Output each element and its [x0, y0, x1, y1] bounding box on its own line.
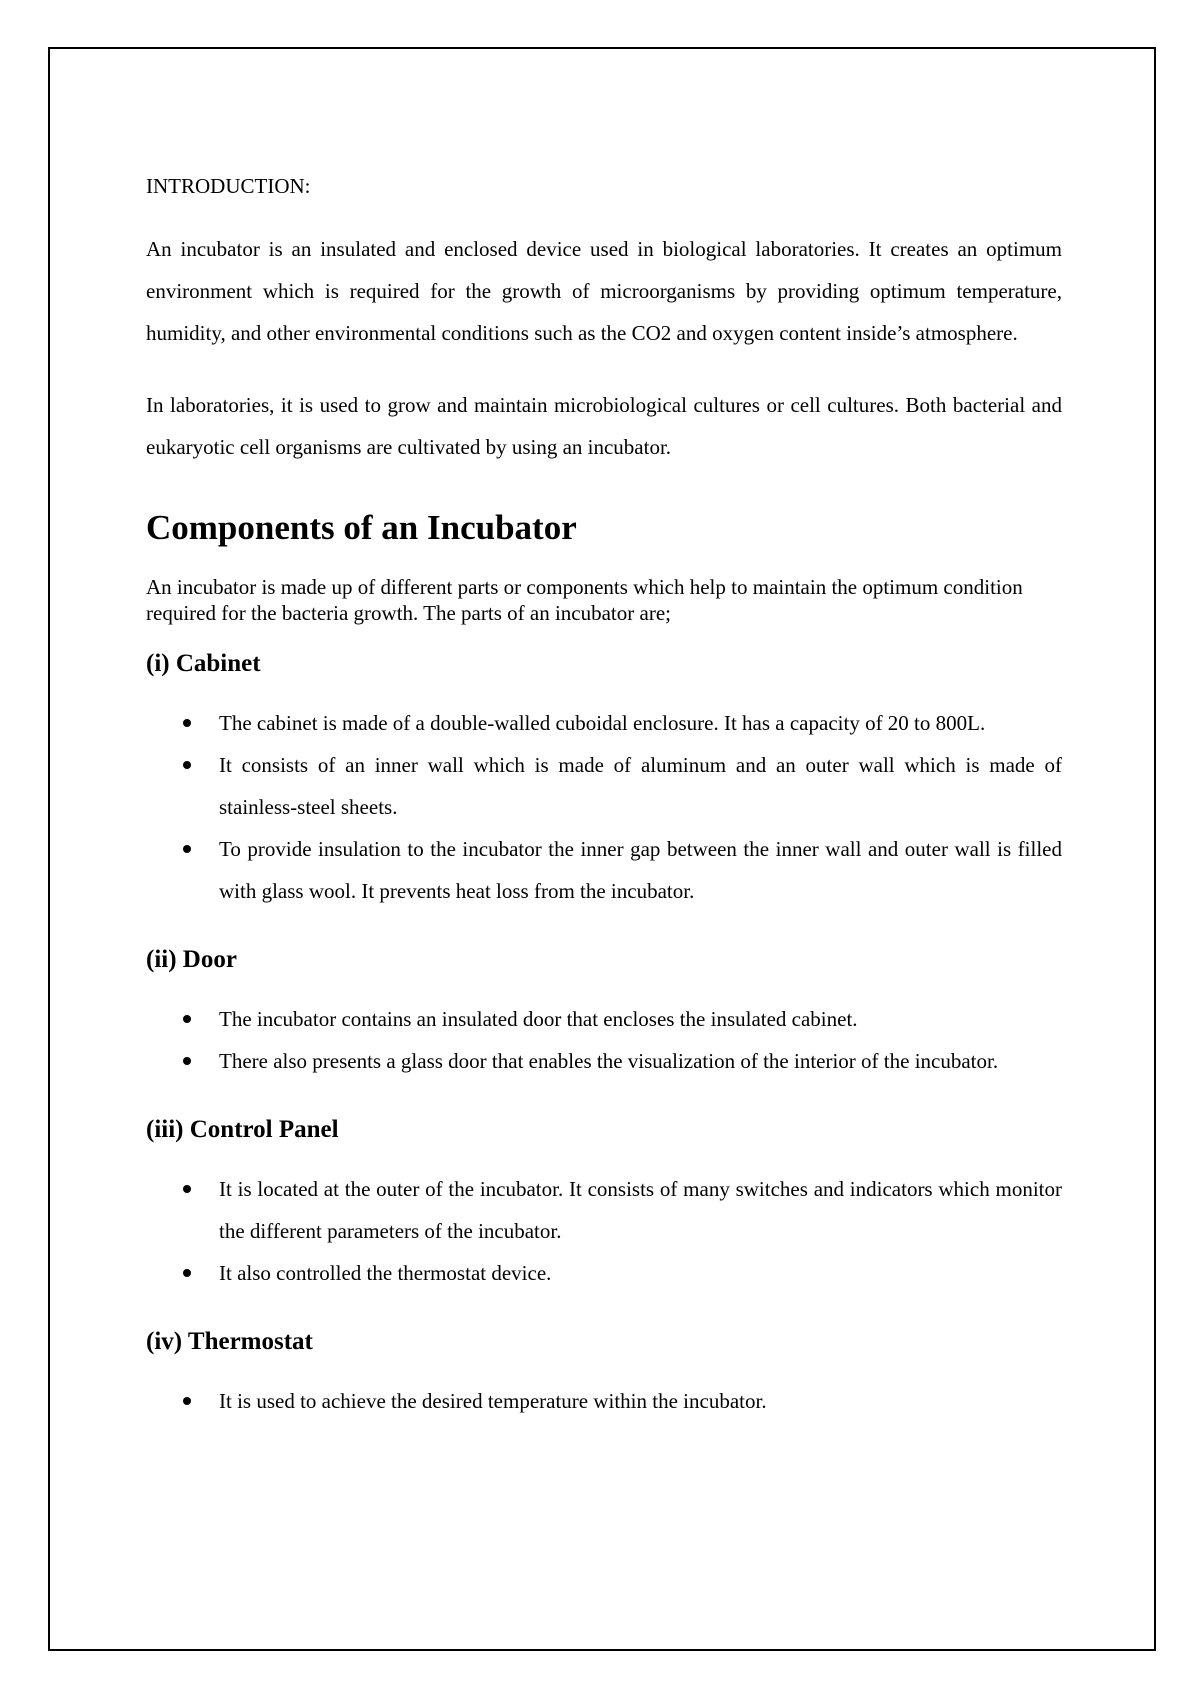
- section-title-control-panel: (iii) Control Panel: [146, 1116, 339, 1143]
- list-item-text: There also presents a glass door that enables the visualization of the interior of the incubator.: [219, 1049, 999, 1073]
- section-title-thermostat: (iv) Thermostat: [146, 1328, 313, 1355]
- list-item: [146, 744, 1062, 828]
- list-item: [146, 1380, 1062, 1422]
- list-item-text: The cabinet is made of a double-walled cuboidal enclosure. It has a capacity of 20 to 800L.: [219, 711, 986, 735]
- intro-paragraph-2: In laboratories, it is used to grow and maintain microbiological cultures or cell cultures. Both bacterial and eukaryotic cell organisms are cultivated by using an incubator.: [146, 393, 1062, 459]
- list-item-text: It also controlled the thermostat device.: [219, 1261, 552, 1285]
- list-item-text: The incubator contains an insulated door that encloses the insulated cabinet.: [219, 1007, 858, 1031]
- introduction-label: INTRODUCTION:: [146, 174, 311, 198]
- components-heading: Components of an Incubator: [146, 508, 577, 547]
- bullet-icon: [183, 1185, 191, 1193]
- bullet-list-cabinet: [146, 702, 1062, 912]
- bullet-list-control-panel: [146, 1168, 1062, 1294]
- bullet-icon: [183, 1269, 191, 1277]
- intro-paragraph-1: An incubator is an insulated and enclosed device used in biological laboratories. It creates an optimum environment which is required for the growth of microorganisms by providing optimum temperature, humidity, and other environmental conditions such as the CO2 and oxygen content inside’s atmosphere.: [146, 237, 1062, 345]
- section-cabinet: [146, 648, 1062, 912]
- bullet-icon: [183, 719, 191, 727]
- list-item: [146, 1040, 1062, 1082]
- section-door: [146, 944, 1062, 1082]
- bullet-icon: [183, 761, 191, 769]
- list-item-text: It is located at the outer of the incubator. It consists of many switches and indicators which monitor the different parameters of the incubator.: [219, 1177, 1062, 1243]
- components-intro: An incubator is made up of different parts or components which help to maintain the optimum condition required for the bacteria growth. The parts of an incubator are;: [146, 575, 1023, 625]
- list-item: [146, 998, 1062, 1040]
- list-item-text: To provide insulation to the incubator the inner gap between the inner wall and outer wall is filled with glass wool. It prevents heat loss from the incubator.: [219, 837, 1062, 903]
- list-item: [146, 702, 1062, 744]
- list-item: [146, 828, 1062, 912]
- list-item: [146, 1252, 1062, 1294]
- bullet-icon: [183, 1015, 191, 1023]
- section-title-door: (ii) Door: [146, 946, 237, 973]
- document-body: [146, 172, 1062, 1422]
- bullet-list-thermostat: [146, 1380, 1062, 1422]
- section-title-cabinet: (i) Cabinet: [146, 650, 261, 677]
- section-thermostat: [146, 1326, 1062, 1422]
- bullet-icon: [183, 1057, 191, 1065]
- section-control-panel: [146, 1114, 1062, 1294]
- bullet-icon: [183, 845, 191, 853]
- bullet-list-door: [146, 998, 1062, 1082]
- bullet-icon: [183, 1397, 191, 1405]
- list-item-text: It consists of an inner wall which is made of aluminum and an outer wall which is made of stainless-steel sheets.: [219, 753, 1062, 819]
- list-item: [146, 1168, 1062, 1252]
- list-item-text: It is used to achieve the desired temperature within the incubator.: [219, 1389, 767, 1413]
